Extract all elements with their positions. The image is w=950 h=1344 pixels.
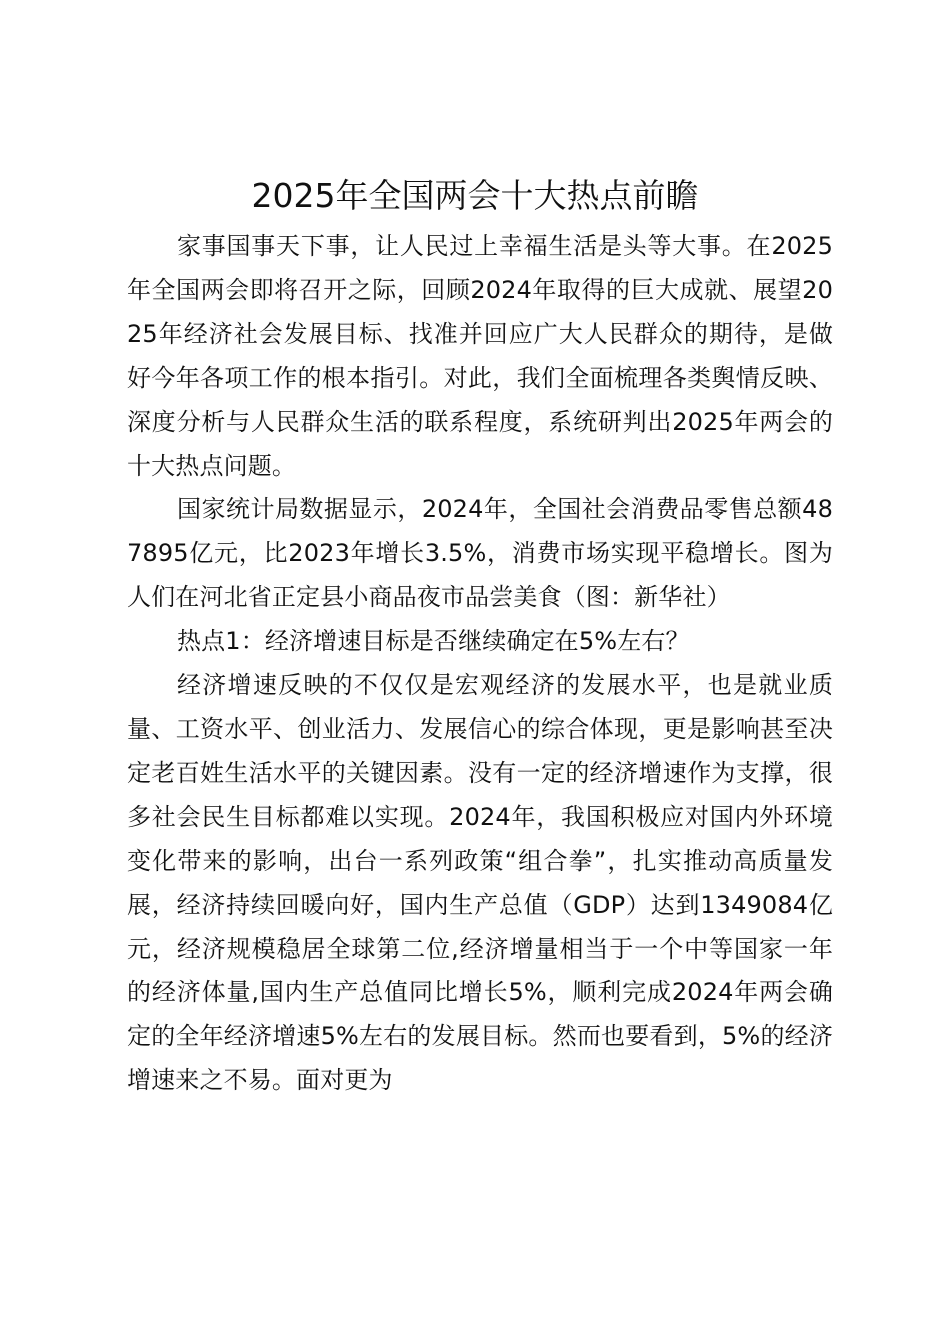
paragraph-hotspot-heading: 热点1：经济增速目标是否继续确定在5%左右？ [177,627,690,656]
paragraph-hotspot-body: 经济增速反映的不仅仅是宏观经济的发展水平，也是就业质量、工资水平、创业活力、发展信心的综合体现，更是影响甚至决定老百姓生活水平的关键因素。没有一定的经济增速作为支撑，很多社会民生目标都难以实现。2024年，我国积极应对国内外环境变化带来的影响，出台一系列政策“组合拳”，扎实推动高质量发展，经济持续回暖向好，国内生产总值（GDP）达到1349084亿元，经济规模稳居全球第二位,经济增量相当于一个中等国家一年的经济体量,国内生产总值同比增长5%，顺利完成2024年两会确定的全年经济增速5%左右的发展目标。然而也要看到，5%的经济增速来之不易。面对更为 [127,671,833,1095]
document-body [127,225,833,1103]
paragraph-image-caption: 国家统计局数据显示，2024年，全国社会消费品零售总额487895亿元，比2023年增长3.5%，消费市场实现平稳增长。图为人们在河北省正定县小商品夜市品尝美食（图：新华社） [127,495,833,612]
paragraph-intro: 家事国事天下事，让人民过上幸福生活是头等大事。在2025年全国两会即将召开之际，回顾2024年取得的巨大成就、展望2025年经济社会发展目标、找准并回应广大人民群众的期待，是做好今年各项工作的根本指引。对此，我们全面梳理各类舆情反映、深度分析与人民群众生活的联系程度，系统研判出2025年两会的十大热点问题。 [127,232,833,480]
document-title: 2025年全国两会十大热点前瞻 [251,176,699,215]
